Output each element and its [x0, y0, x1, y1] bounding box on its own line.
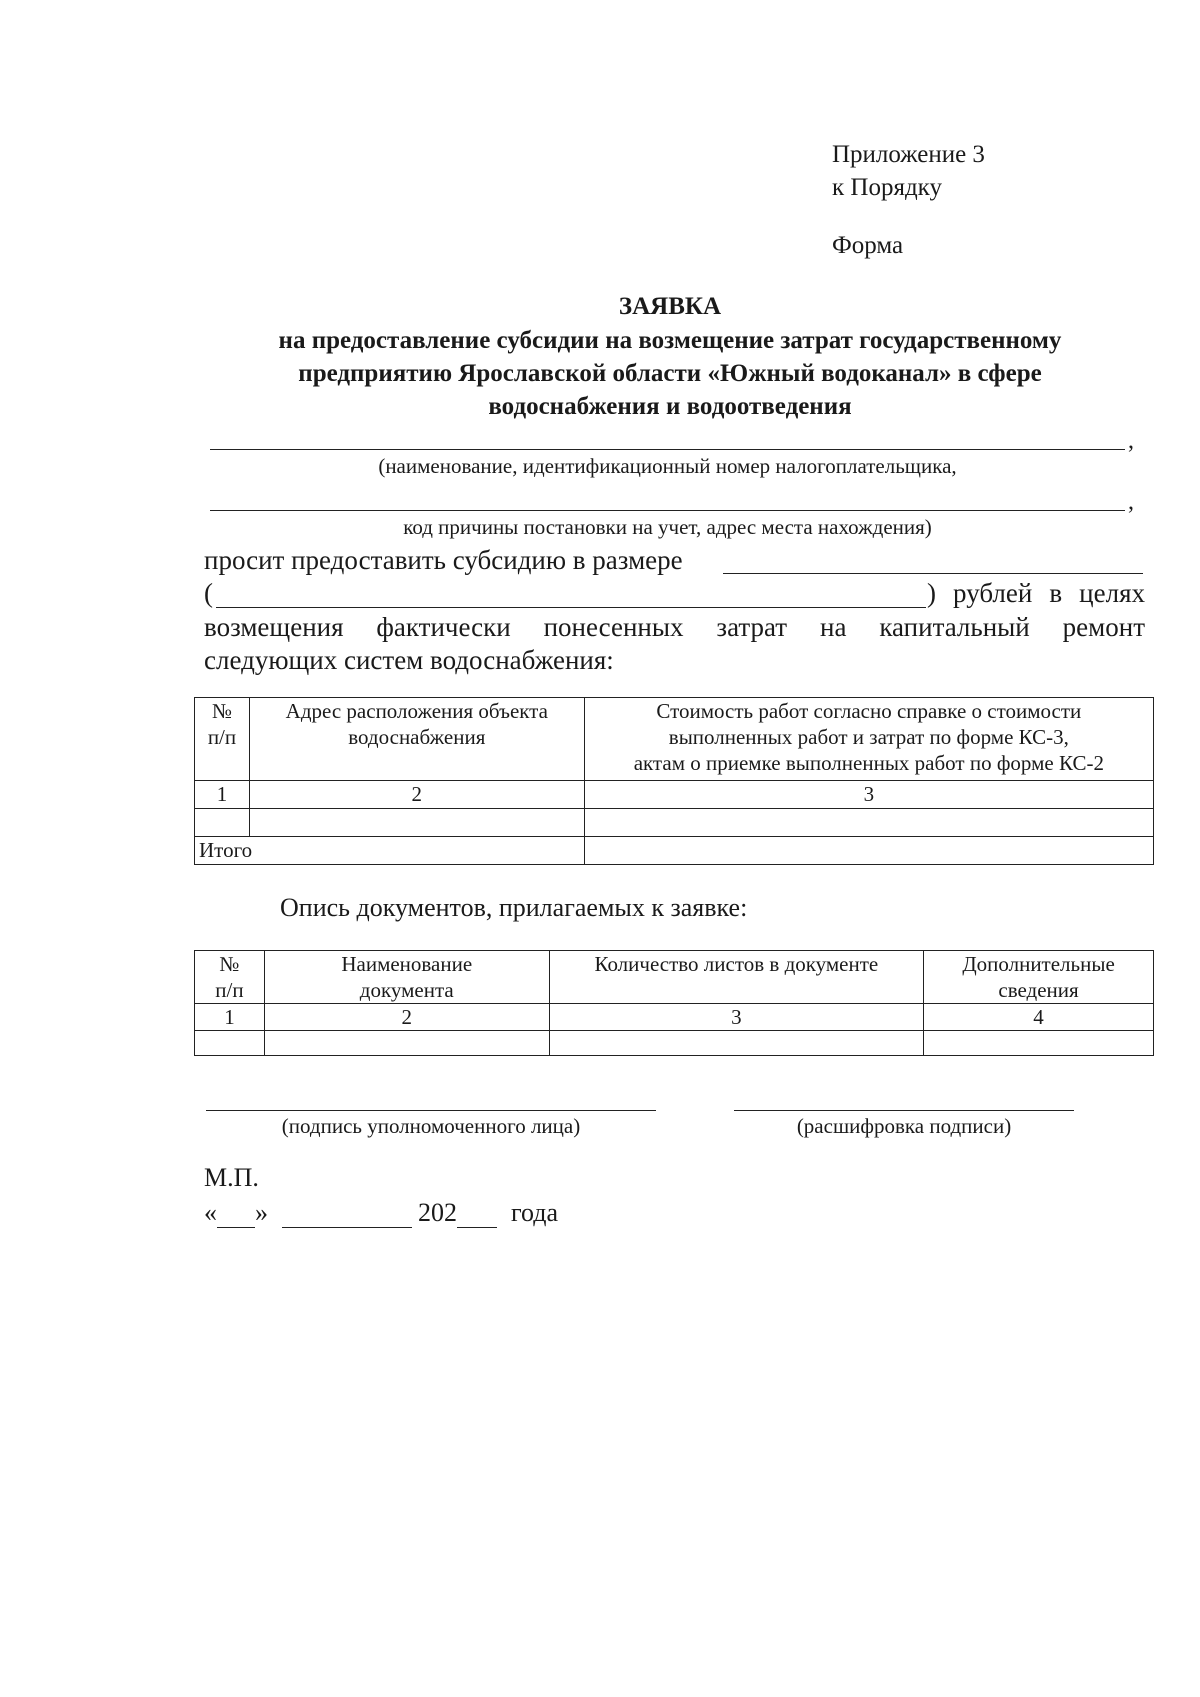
subsidy-amount-field[interactable]	[723, 573, 1143, 574]
header-number-pp: п/п	[207, 725, 237, 749]
header-address-line-1: Адрес расположения объекта	[285, 699, 548, 723]
header-address	[249, 698, 584, 781]
signature-decoding-caption: (расшифровка подписи)	[796, 1114, 1012, 1138]
date-close-quote: »	[255, 1198, 268, 1227]
table-cell[interactable]	[549, 1031, 923, 1056]
table-cell: 2	[249, 781, 584, 809]
header-sheet-count: Количество листов в документе	[549, 951, 923, 1004]
table-cell: 2	[264, 1004, 549, 1031]
header-number	[195, 951, 265, 1004]
header-number-symbol: №	[211, 699, 232, 723]
total-value-cell[interactable]	[584, 837, 1153, 865]
word-1: возмещения	[204, 612, 344, 642]
word-tselyakh: целях	[1079, 578, 1145, 608]
request-line-4: следующих систем водоснабжения:	[204, 645, 614, 675]
word-2: фактически	[376, 612, 511, 642]
table-cell: 3	[549, 1004, 923, 1031]
header-additional-line-1: Дополнительные	[962, 952, 1115, 976]
date-year-prefix: 202	[418, 1198, 457, 1227]
documents-table	[194, 950, 1154, 1056]
stamp-place: М.П.	[204, 1163, 259, 1192]
date-day-field[interactable]	[217, 1203, 255, 1228]
applicant-details-field[interactable]	[210, 510, 1125, 511]
table-row	[195, 1031, 1154, 1056]
table-row	[195, 809, 1154, 837]
header-doc-name-line-2: документа	[359, 978, 454, 1002]
header-cost-line-1: Стоимость работ согласно справке о стоимости	[656, 699, 1082, 723]
word-rubley: рублей	[953, 578, 1033, 608]
header-cost	[584, 698, 1153, 781]
document-title: ЗАЯВКА	[618, 293, 722, 320]
applicant-name-field[interactable]	[210, 449, 1125, 450]
title-line-2: предприятию Ярославской области «Южный водоканал» в сфере	[298, 360, 1042, 387]
header-number-pp: п/п	[215, 978, 244, 1002]
objects-table	[194, 697, 1154, 865]
header-doc-name	[264, 951, 549, 1004]
date-year-field[interactable]	[457, 1203, 497, 1228]
table-row	[195, 1004, 1154, 1031]
open-paren: (	[204, 578, 213, 608]
date-suffix: года	[511, 1198, 559, 1227]
date-month-field[interactable]	[282, 1203, 412, 1228]
subsidy-amount-words-field[interactable]	[216, 607, 926, 608]
signature-decoding-field[interactable]	[734, 1110, 1074, 1111]
table-cell[interactable]	[195, 809, 250, 837]
table-header-row	[195, 951, 1154, 1004]
comma: ,	[1128, 428, 1134, 454]
word-v: в	[1049, 578, 1063, 608]
table-row	[195, 781, 1154, 809]
comma: ,	[1128, 489, 1134, 515]
signature-field[interactable]	[206, 1110, 656, 1111]
title-line-3: водоснабжения и водоотведения	[488, 393, 852, 420]
table-cell[interactable]	[264, 1031, 549, 1056]
table-cell: 1	[195, 1004, 265, 1031]
header-additional-info	[924, 951, 1154, 1004]
header-additional-line-2: сведения	[998, 978, 1079, 1002]
close-paren: )	[927, 578, 936, 608]
inventory-heading: Опись документов, прилагаемых к заявке:	[280, 893, 748, 922]
total-label: Итого	[195, 837, 585, 865]
request-line-2-tail	[927, 578, 1145, 609]
title-line-1: на предоставление субсидии на возмещение затрат государственному	[278, 327, 1062, 354]
applicant-caption-1: (наименование, идентификационный номер налогоплательщика,	[378, 454, 957, 478]
table-cell[interactable]	[249, 809, 584, 837]
request-line-1: просит предоставить субсидию в размере	[204, 545, 683, 575]
header-doc-name-line-1: Наименование	[341, 952, 473, 976]
header-address-line-2: водоснабжения	[348, 725, 486, 749]
table-cell: 3	[584, 781, 1153, 809]
total-row	[195, 837, 1154, 865]
table-cell[interactable]	[584, 809, 1153, 837]
header-cost-line-3: актам о приемке выполненных работ по форме КС-2	[633, 751, 1104, 775]
table-cell[interactable]	[924, 1031, 1154, 1056]
request-line-3	[204, 612, 1145, 643]
appendix-order: к Порядку	[832, 174, 942, 201]
word-5: на	[820, 612, 847, 642]
applicant-caption-2: код причины постановки на учет, адрес места нахождения)	[403, 515, 932, 539]
table-header-row	[195, 698, 1154, 781]
table-cell[interactable]	[195, 1031, 265, 1056]
header-number	[195, 698, 250, 781]
table-cell: 4	[924, 1004, 1154, 1031]
date-open-quote: «	[204, 1198, 217, 1227]
word-7: ремонт	[1062, 612, 1145, 642]
form-label: Форма	[832, 232, 904, 259]
header-cost-line-2: выполненных работ и затрат по форме КС-3,	[668, 725, 1069, 749]
header-number-symbol: №	[219, 952, 240, 976]
word-3: понесенных	[543, 612, 684, 642]
date-line	[204, 1198, 558, 1228]
word-4: затрат	[716, 612, 788, 642]
word-6: капитальный	[879, 612, 1030, 642]
appendix-number: Приложение 3	[832, 141, 985, 168]
signature-caption: (подпись уполномоченного лица)	[281, 1114, 581, 1138]
table-cell: 1	[195, 781, 250, 809]
appendix-reference	[832, 138, 985, 204]
